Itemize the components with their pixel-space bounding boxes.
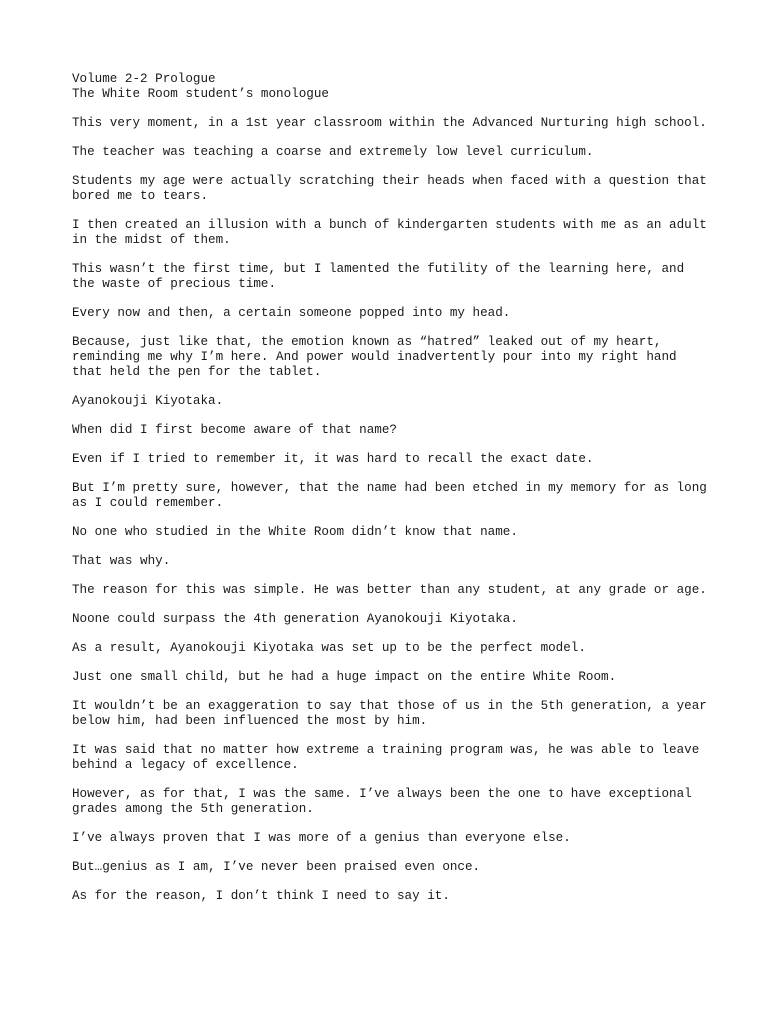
document-title: Volume 2-2 Prologue <box>72 72 216 86</box>
paragraph: Noone could surpass the 4th generation Ayanokouji Kiyotaka. <box>72 612 518 626</box>
paragraph: I then created an illusion with a bunch of kindergarten students with me as an adult in the midst of them. <box>72 218 707 247</box>
paragraph: The teacher was teaching a coarse and extremely low level curriculum. <box>72 145 594 159</box>
paragraph: This very moment, in a 1st year classroom within the Advanced Nurturing high school. <box>72 116 707 130</box>
paragraph: Even if I tried to remember it, it was hard to recall the exact date. <box>72 452 594 466</box>
paragraph: No one who studied in the White Room didn’t know that name. <box>72 525 518 539</box>
paragraph: That was why. <box>72 554 171 568</box>
paragraph: Students my age were actually scratching their heads when faced with a question that bored me to tears. <box>72 174 707 203</box>
paragraph: I’ve always proven that I was more of a genius than everyone else. <box>72 831 571 845</box>
paragraph: However, as for that, I was the same. I’ve always been the one to have exceptional grades among the 5th generation. <box>72 787 692 816</box>
document-subtitle: The White Room student’s monologue <box>72 87 329 101</box>
paragraph: But…genius as I am, I’ve never been praised even once. <box>72 860 481 874</box>
paragraph: It wouldn’t be an exaggeration to say that those of us in the 5th generation, a year below him, had been influenced the most by him. <box>72 699 707 728</box>
paragraph: It was said that no matter how extreme a training program was, he was able to leave behind a legacy of excellence. <box>72 743 700 772</box>
paragraph: This wasn’t the first time, but I lamented the futility of the learning here, and the waste of precious time. <box>72 262 685 291</box>
paragraph: As a result, Ayanokouji Kiyotaka was set up to be the perfect model. <box>72 641 586 655</box>
document-page <box>72 72 712 918</box>
paragraph: When did I first become aware of that name? <box>72 423 397 437</box>
paragraph: The reason for this was simple. He was better than any student, at any grade or age. <box>72 583 707 597</box>
document-heading <box>72 72 712 102</box>
paragraph: Ayanokouji Kiyotaka. <box>72 394 224 408</box>
paragraph: But I’m pretty sure, however, that the name had been etched in my memory for as long as I could remember. <box>72 481 707 510</box>
paragraph: As for the reason, I don’t think I need to say it. <box>72 889 450 903</box>
paragraph: Just one small child, but he had a huge impact on the entire White Room. <box>72 670 617 684</box>
paragraph: Every now and then, a certain someone popped into my head. <box>72 306 511 320</box>
paragraph: Because, just like that, the emotion known as “hatred” leaked out of my heart, reminding me why I’m here. And power would inadvertently pour into my right hand that held the pen for the tablet. <box>72 335 677 379</box>
